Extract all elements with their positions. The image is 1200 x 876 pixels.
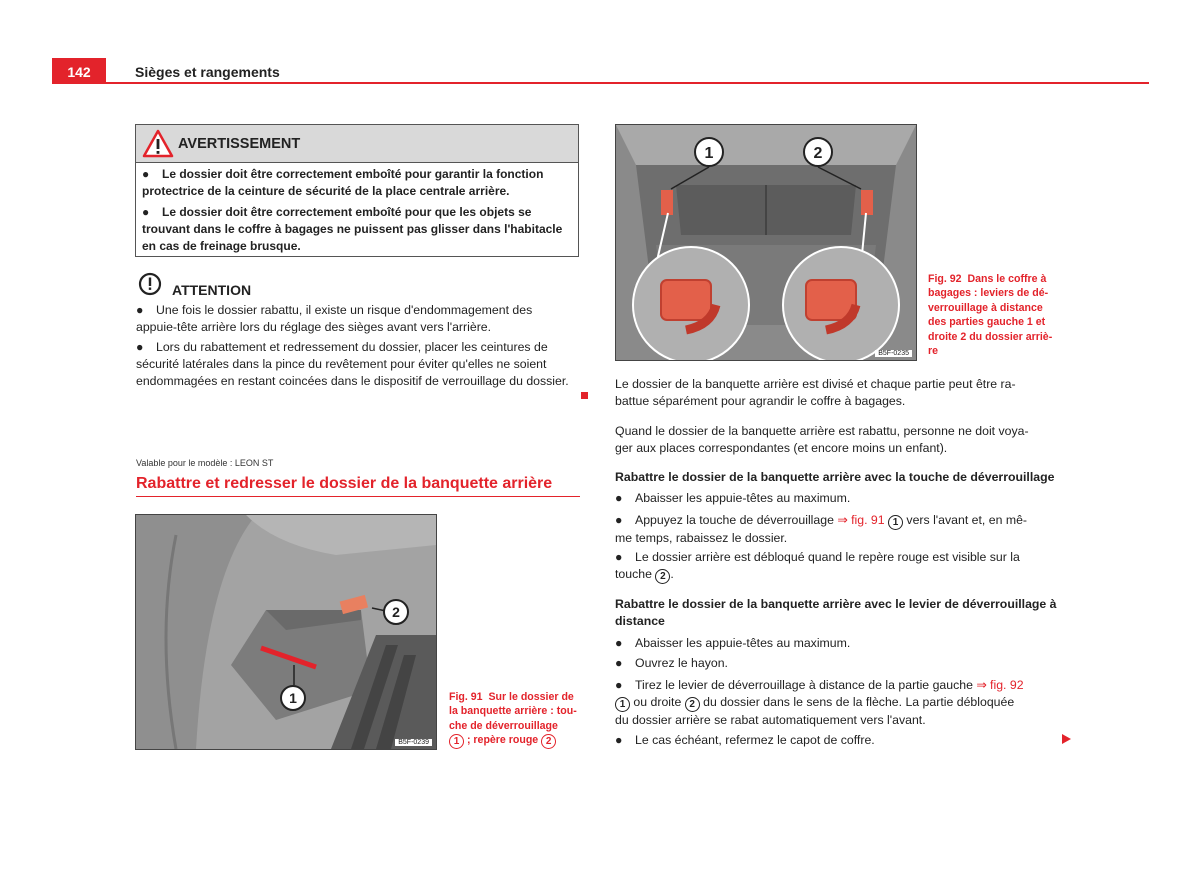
bullet: ● xyxy=(136,303,144,317)
paragraph: Quand le dossier de la banquette arrière est rabattu, personne ne doit voya- ger aux places correspondantes (et encore moins un enfant). xyxy=(615,424,1029,455)
subheading: Rabattre le dossier de la banquette arrière avec le levier de déverrouillage à distance xyxy=(615,597,1057,628)
chapter-title: Sièges et rangements xyxy=(135,64,280,80)
seat-illustration xyxy=(136,515,436,749)
end-marker xyxy=(581,392,588,399)
warning-item: ● Le dossier doit être correctement emboîté pour garantir la fonction protectrice de la ceinture de sécurité de la place centrale arrière. xyxy=(142,167,544,198)
continue-arrow-icon xyxy=(1062,734,1071,744)
header-rule xyxy=(52,82,1149,84)
section-title: Rabattre et redresser le dossier de la banquette arrière xyxy=(136,475,553,492)
figure-91-caption: Fig. 91 Sur le dossier de la banquette arrière : tou- che de déverrouillage 1 ; repère rouge 2 xyxy=(449,691,577,748)
attention-title: ATTENTION xyxy=(172,282,252,298)
figure-link[interactable]: ⇒ fig. 92 xyxy=(976,678,1024,692)
list-item: ● Ouvrez le hayon. xyxy=(615,656,728,670)
ref-marker-2: 2 xyxy=(655,569,670,584)
warning-item: ● Le dossier doit être correctement emboîté pour que les objets se trouvant dans le coffre à bagages ne puissent pas glisser dans l'habitacle en cas de freinage brusque. xyxy=(142,205,563,253)
warning-title: AVERTISSEMENT xyxy=(178,136,301,152)
ref-marker-1: 1 xyxy=(615,697,630,712)
figure-92-caption: Fig. 92 Dans le coffre à bagages : leviers de dé- verrouillage à distance des parties gauche 1 et droite 2 du dossier arriè- re xyxy=(928,273,1053,358)
list-item: ● Abaisser les appuie-têtes au maximum. xyxy=(615,636,851,650)
list-item: ● Appuyez la touche de déverrouillage ⇒ fig. 91 1 vers l'avant et, en mê- me temps, rabaissez le dossier. xyxy=(615,513,1028,545)
figure-marker-2: 2 xyxy=(392,604,400,620)
attention-item: ● Une fois le dossier rabattu, il existe un risque d'endommagement des appuie-tête arrière lors du réglage des sièges avant vers l'arrière. xyxy=(136,303,533,334)
ref-marker-2: 2 xyxy=(541,734,556,749)
figure-91-image xyxy=(135,514,437,750)
page-number: 142 xyxy=(52,58,106,84)
attention-item: ● Lors du rabattement et redressement du dossier, placer les ceintures de sécurité latérales dans la pince du revêtement pour éviter qu'elles ne soient endommagées en restant coincées dans le dispositif de verrouillage du dossier. xyxy=(136,340,569,388)
figure-link[interactable]: ⇒ fig. 91 xyxy=(837,513,885,527)
model-validity: Valable pour le modèle : LEON ST xyxy=(136,458,274,468)
warning-header xyxy=(136,125,578,163)
ref-marker-1: 1 xyxy=(449,734,464,749)
list-item: ● Le cas échéant, refermez le capot de coffre. xyxy=(615,733,875,747)
figure-code: B5F-0239 xyxy=(395,739,432,746)
ref-marker-1: 1 xyxy=(888,515,903,530)
figure-marker-2: 2 xyxy=(813,145,823,162)
warning-triangle-icon xyxy=(142,129,174,159)
list-item: ● Tirez le levier de déverrouillage à distance de la partie gauche ⇒ fig. 92 1 ou droite 2 du dossier dans le sens de la flèche. La partie débloquée du dossier arrière se rabat automatiquement vers l'avant. xyxy=(615,678,1024,727)
trunk-illustration xyxy=(616,125,916,360)
figure-marker-1: 1 xyxy=(704,145,714,162)
attention-icon xyxy=(138,272,162,296)
bullet: ● xyxy=(142,167,150,181)
list-item: ● Le dossier arrière est débloqué quand le repère rouge est visible sur la touche 2 . xyxy=(615,550,1020,582)
section-rule xyxy=(136,496,580,497)
figure-92-image xyxy=(615,124,917,361)
bullet: ● xyxy=(142,205,150,219)
bullet: ● xyxy=(136,340,144,354)
paragraph: Le dossier de la banquette arrière est divisé et chaque partie peut être ra- battue séparément pour agrandir le coffre à bagages. xyxy=(615,377,1016,408)
list-item: ● Abaisser les appuie-têtes au maximum. xyxy=(615,491,851,505)
warning-box xyxy=(135,124,579,257)
subheading: Rabattre le dossier de la banquette arrière avec la touche de déverrouillage xyxy=(615,470,1055,484)
figure-marker-1: 1 xyxy=(289,690,297,706)
figure-code: B5F-0235 xyxy=(875,350,912,357)
ref-marker-2: 2 xyxy=(685,697,700,712)
